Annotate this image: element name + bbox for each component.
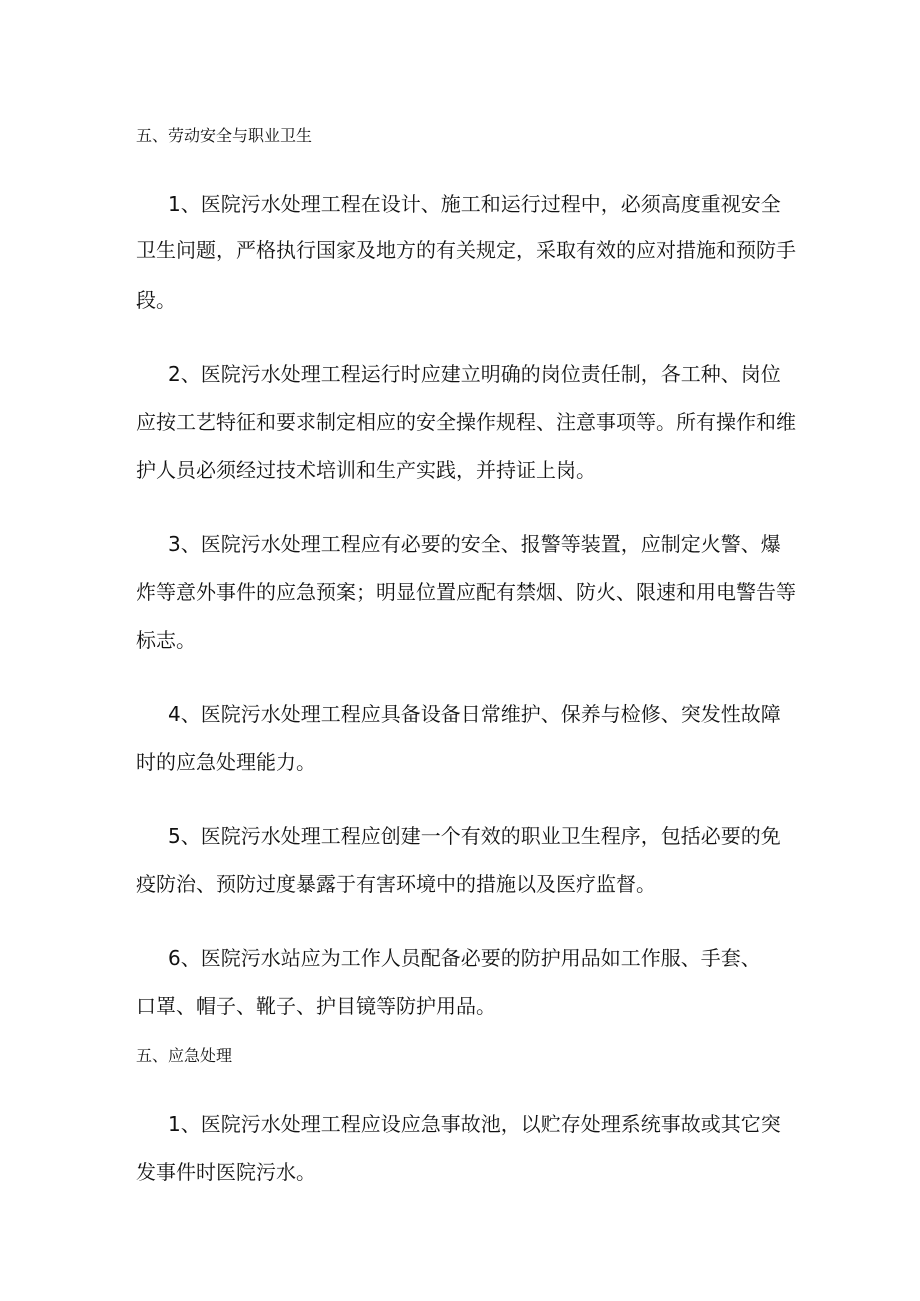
- paragraph-line: 1、医院污水处理工程应设应急事故池，以贮存处理系统事故或其它突: [168, 1112, 781, 1136]
- paragraph-line: 2、医院污水处理工程运行时应建立明确的岗位责任制，各工种、岗位: [168, 362, 781, 386]
- paragraph-line: 疫防治、预防过度暴露于有害环境中的措施以及医疗监督。: [136, 872, 656, 896]
- section-heading: 五、应急处理: [136, 1046, 233, 1065]
- paragraph-line: 卫生问题，严格执行国家及地方的有关规定，采取有效的应对措施和预防手: [136, 238, 796, 262]
- paragraph-line: 护人员必须经过技术培训和生产实践，并持证上岗。: [136, 458, 596, 482]
- paragraph-line: 标志。: [136, 628, 196, 652]
- paragraph-line: 应按工艺特征和要求制定相应的安全操作规程、注意事项等。所有操作和维: [136, 410, 796, 434]
- paragraph-line: 3、医院污水处理工程应有必要的安全、报警等装置，应制定火警、爆: [168, 532, 781, 556]
- paragraph-line: 时的应急处理能力。: [136, 750, 316, 774]
- paragraph-line: 口罩、帽子、靴子、护目镜等防护用品。: [136, 994, 496, 1018]
- paragraph-line: 6、医院污水站应为工作人员配备必要的防护用品如工作服、手套、: [168, 946, 761, 970]
- paragraph-line: 5、医院污水处理工程应创建一个有效的职业卫生程序，包括必要的免: [168, 824, 781, 848]
- paragraph-line: 段。: [136, 288, 176, 312]
- paragraph-line: 4、医院污水处理工程应具备设备日常维护、保养与检修、突发性故障: [168, 702, 781, 726]
- section-heading: 五、劳动安全与职业卫生: [136, 126, 313, 145]
- paragraph-line: 1、医院污水处理工程在设计、施工和运行过程中，必须高度重视安全: [168, 192, 781, 216]
- paragraph-line: 发事件时医院污水。: [136, 1160, 316, 1184]
- paragraph-line: 炸等意外事件的应急预案；明显位置应配有禁烟、防火、限速和用电警告等: [136, 580, 796, 604]
